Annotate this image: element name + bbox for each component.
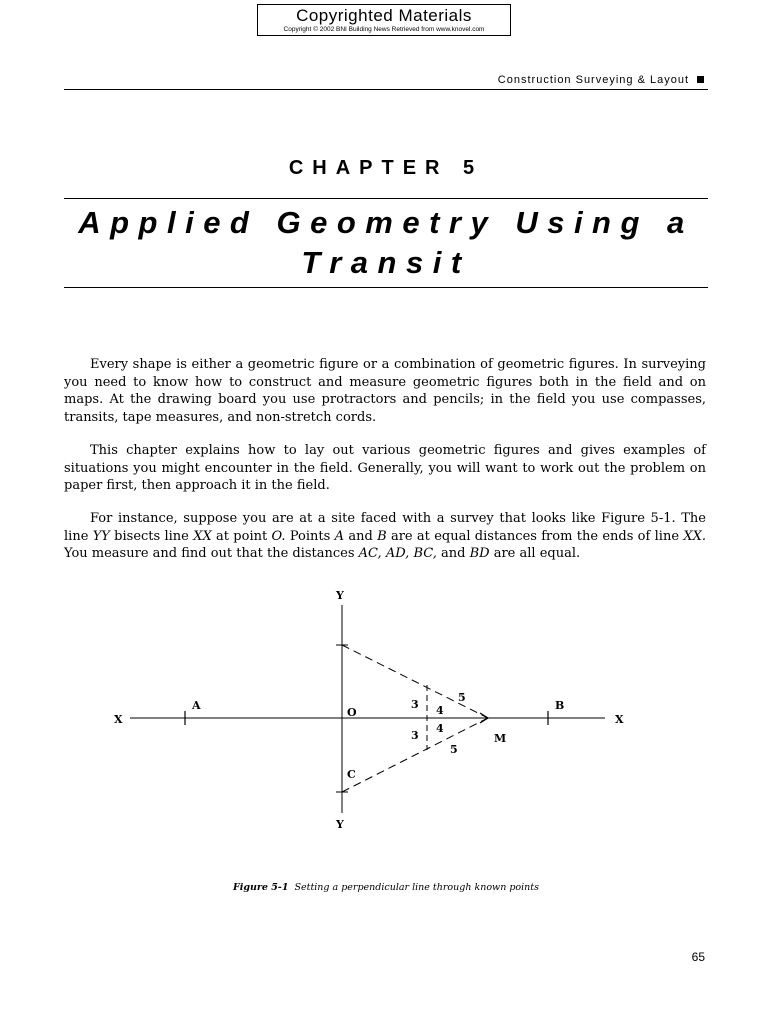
p3-distance-bd: BD [469,546,490,561]
p3-text: are all equal. [489,546,581,561]
p3-text: and [436,546,470,561]
copyright-stamp [257,4,511,36]
page-number: 65 [691,950,705,964]
figure-caption [64,882,708,893]
label-5-upper: 5 [458,691,466,704]
p3-point-a: A [334,528,345,544]
label-y-bottom: Y [336,818,344,831]
p3-text: You measure and find out that the distances [64,546,359,561]
label-3-upper: 3 [411,698,419,711]
label-o: O [347,706,357,719]
title-top-rule [64,198,708,199]
p3-distance-bc: BC, [413,546,437,561]
p3-text: are at equal distances from the ends of line [386,528,684,544]
label-x-right: X [615,713,624,726]
chapter-title-line-1: Applied Geometry Using a [78,205,694,240]
label-x-left: X [114,713,123,726]
p3-line-xx: XX [193,528,212,544]
stamp-subtitle: Copyright © 2002 BNI Building News Retrieved from www.knovel.com [283,26,485,33]
label-3-lower: 3 [411,729,419,742]
p3-distance-ac: AC, [358,546,382,561]
p3-point-o: O. [271,528,286,544]
p3-line-xx: XX. [683,528,706,544]
paragraph-1-text: Every shape is either a geometric figure or a combination of geometric figures. In surveying you need to know how to construct and measure geometric figures both in the field and on maps. At the drawing board you use protractors and pencils; in the field you use compasses, transits, tape measures, and non-stretch cords. [64,357,706,425]
running-title: Construction Surveying & Layout [497,74,689,86]
label-y-top: Y [336,589,344,602]
title-bottom-rule [64,287,708,288]
p3-distance-ad: AD, [385,546,410,561]
paragraph-3 [64,510,706,563]
p3-text: bisects line [109,528,194,544]
label-5-lower: 5 [450,743,458,756]
label-4-upper: 4 [436,704,444,717]
caption-label: Figure 5-1 [233,882,289,893]
paragraph-2 [64,442,706,495]
p3-text: and [344,528,378,544]
caption-text: Setting a perpendicular line through known points [294,882,539,893]
p3-text: For instance, suppose you are at a site faced with a survey that looks like Figure 5-1. The line [64,511,706,544]
p3-line-yy: YY [92,528,110,544]
label-a: A [192,699,201,712]
label-4-lower: 4 [436,722,444,735]
p3-text: Points [285,528,335,544]
stamp-title: Copyrighted Materials [296,6,472,25]
running-header [498,74,704,86]
label-c: C [347,768,356,781]
p3-point-b: B [377,528,387,544]
figure-5-1-diagram [100,585,660,835]
label-m: M [494,732,507,745]
chapter-title [64,203,708,283]
chapter-label: CHAPTER 5 [288,157,484,179]
label-b: B [555,699,565,712]
chapter-title-line-2: Transit [301,245,471,280]
p3-text: at point [211,528,272,544]
paragraph-2-text: This chapter explains how to lay out various geometric figures and gives examples of situations you might encounter in the field. Generally, you will want to work out the problem on paper first, then approach it in the field. [64,443,706,493]
square-bullet-icon [697,76,704,83]
paragraph-1 [64,356,706,426]
header-rule [64,89,708,90]
